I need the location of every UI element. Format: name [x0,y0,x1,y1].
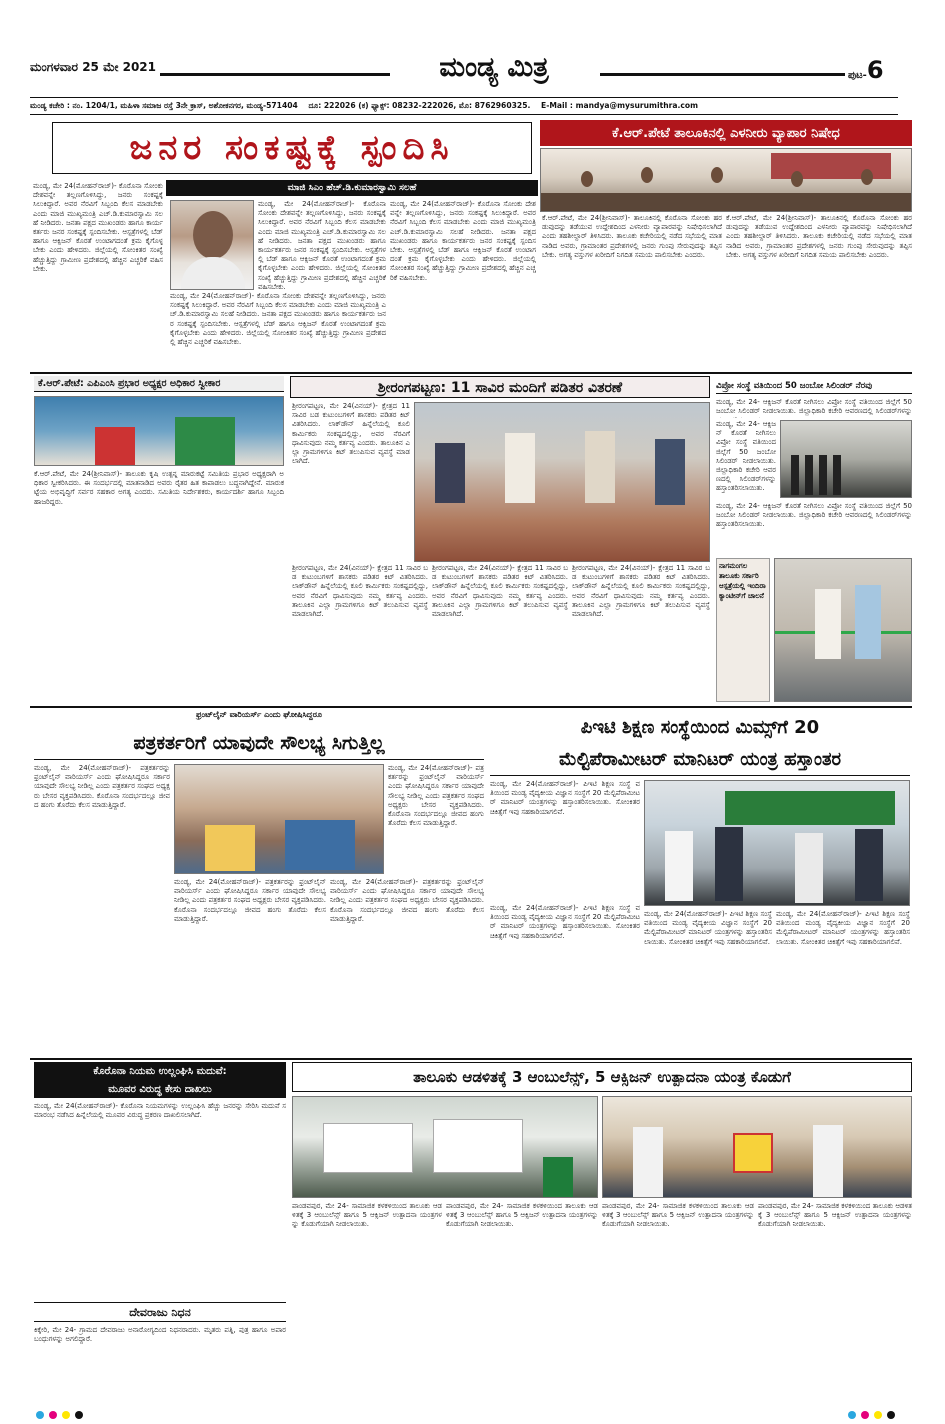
s9-body-col3: ಪಾಂಡವಪುರ, ಮೇ 24- ಸಾಮಾಜಿಕ ಕಳಕಳಿಯಿಂದ ತಾಲೂಕು ಆಡಳಿತಕ್ಕೆ 3 ಆಂಬುಲೆನ್ಸ್ ಹಾಗೂ 5 ಆಕ್ಸಿಜನ್ ಉತ್ಪಾದನಾ ಯಂತ್ರಗಳನ್ನು ಕೊಡುಗೆಯಾಗಿ ನೀಡಲಾಯಿತು. [602,1202,754,1229]
s9-body-col2: ಪಾಂಡವಪುರ, ಮೇ 24- ಸಾಮಾಜಿಕ ಕಳಕಳಿಯಿಂದ ತಾಲೂಕು ಆಡಳಿತಕ್ಕೆ 3 ಆಂಬುಲೆನ್ಸ್ ಹಾಗೂ 5 ಆಕ್ಸಿಜನ್ ಉತ್ಪಾದನಾ ಯಂತ್ರಗಳನ್ನು ಕೊಡುಗೆಯಾಗಿ ನೀಡಲಾಯಿತು. [446,1202,598,1229]
s7-handover-photo [644,780,910,906]
page-number: 6 [866,56,884,84]
s7-body-col1: ಮಂಡ್ಯ, ಮೇ 24(ಮೋಹನ್‌ರಾಜ್)- ಪಿಇಟಿ ಶಿಕ್ಷಣ ಸಂಸ್ಥೆ ವತಿಯಿಂದ ಮಂಡ್ಯ ವೈದ್ಯಕೀಯ ವಿಜ್ಞಾನ ಸಂಸ್ಥೆಗೆ 20 ಮೆಲ್ಟಿಪೆರಾಮೀಟರ್ ಮಾನಿಟರ್ ಯಂತ್ರಗಳನ್ನು ಹಸ್ತಾಂತರಿಸಲಾಯಿತು. ಸೋಂಕಿತರ ಚಿಕಿತ್ಸೆಗೆ ಇವು ಸಹಕಾರಿಯಾಗಲಿವೆ. [490,780,640,816]
s4-body-col4: ಶ್ರೀರಂಗಪಟ್ಟಣ, ಮೇ 24(ವಿನಯ್)- ಕ್ಷೇತ್ರದ 11 ಸಾವಿರ ಬಡ ಕುಟುಂಬಗಳಿಗೆ ಶಾಸಕರು ಪಡಿತರ ಕಿಟ್ ವಿತರಿಸಿದರು. ಲಾಕ್‌ಡೌನ್ ಹಿನ್ನೆಲೆಯಲ್ಲಿ ಕೂಲಿ ಕಾರ್ಮಿಕರು ಸಂಕಷ್ಟದಲ್ಲಿದ್ದು, ಅವರ ನೆರವಿಗೆ ಧಾವಿಸುವುದು ನಮ್ಮ ಕರ್ತವ್ಯ ಎಂದರು. ತಾಲೂಕಿನ ಎಲ್ಲಾ ಗ್ರಾಮಗಳಿಗೂ ಕಿಟ್ ತಲುಪಿಸುವ ವ್ಯವಸ್ಥೆ ಮಾಡಲಾಗಿದೆ. [572,564,710,619]
s9-headline: ತಾಲೂಕು ಆಡಳಿತಕ್ಕೆ 3 ಆಂಬುಲೆನ್ಸ್, 5 ಆಕ್ಸಿಜನ್ ಉತ್ಪಾದನಾ ಯಂತ್ರ ಕೊಡುಗೆ [292,1062,912,1092]
registration-marks-right [848,1404,900,1423]
s2-body-col1: ಕೆ.ಆರ್.ಪೇಟೆ, ಮೇ 24(ಶ್ರೀನಿವಾಸ್)- ತಾಲೂಕಿನಲ್ಲಿ ಕೊರೊನಾ ಸೋಂಕು ಹರಡುವುದನ್ನು ತಡೆಯುವ ಉದ್ದೇಶದಿಂದ ಎಳನೀರು ವ್ಯಾಪಾರವನ್ನು ನಿಷೇಧಿಸಲಾಗಿದೆ ಎಂದು ತಹಶೀಲ್ದಾರ್ ತಿಳಿಸಿದರು. ತಾಲೂಕು ಕಚೇರಿಯಲ್ಲಿ ನಡೆದ ಸಭೆಯಲ್ಲಿ ಮಾತನಾಡಿದ ಅವರು, ಗ್ರಾಮಾಂತರ ಪ್ರದೇಶಗಳಲ್ಲಿ ಜನರು ಗುಂಪು ಸೇರುವುದನ್ನು ತಪ್ಪಿಸಬೇಕು. ಅಗತ್ಯ ವಸ್ತುಗಳ ಖರೀದಿಗೆ ನಿಗದಿತ ಸಮಯ ಪಾಲಿಸಬೇಕು ಎಂದರು. [542,214,722,259]
s1-body-col3: ಮಂಡ್ಯ, ಮೇ 24(ಮೋಹನ್‌ರಾಜ್)- ಕೊರೊನಾ ಸೋಂಕು ದೇಶವನ್ನೇ ತಲ್ಲಣಗೊಳಿಸಿದ್ದು, ಜನರು ಸಂಕಷ್ಟಕ್ಕೆ ಸಿಲುಕಿದ್ದಾರೆ. ಅವರ ನೆರವಿಗೆ ಸಿಬ್ಬಂದಿ ಕೆಲಸ ಮಾಡಬೇಕು ಎಂದು ಮಾಜಿ ಮುಖ್ಯಮಂತ್ರಿ ಎಚ್.ಡಿ.ಕುಮಾರಸ್ವಾಮಿ ಸಲಹೆ ನೀಡಿದರು. ಜನತಾ ಪಕ್ಷದ ಮುಖಂಡರು ಹಾಗೂ ಕಾರ್ಯಕರ್ತರು ಜನರ ಸಂಕಷ್ಟಕ್ಕೆ ಸ್ಪಂದಿಸಬೇಕು. ಆಸ್ಪತ್ರೆಗಳಲ್ಲಿ ಬೆಡ್ ಹಾಗೂ ಆಕ್ಸಿಜನ್ ಕೊರತೆ ಉಂಟಾಗದಂತೆ ಕ್ರಮ ಕೈಗೊಳ್ಳಬೇಕು ಎಂದು ಹೇಳಿದರು. ಜಿಲ್ಲೆಯಲ್ಲಿ ಸೋಂಕಿತರ ಸಂಖ್ಯೆ ಹೆಚ್ಚುತ್ತಿದ್ದು ಗ್ರಾಮೀಣ ಪ್ರದೇಶದಲ್ಲಿ ಹೆಚ್ಚಿನ ಎಚ್ಚರಿಕೆ ವಹಿಸಬೇಕು. [170,292,386,347]
s1-body-col2: ಮಂಡ್ಯ, ಮೇ 24(ಮೋಹನ್‌ರಾಜ್)- ಕೊರೊನಾ ಸೋಂಕು ದೇಶವನ್ನೇ ತಲ್ಲಣಗೊಳಿಸಿದ್ದು, ಜನರು ಸಂಕಷ್ಟಕ್ಕೆ ಸಿಲುಕಿದ್ದಾರೆ. ಅವರ ನೆರವಿಗೆ ಸಿಬ್ಬಂದಿ ಕೆಲಸ ಮಾಡಬೇಕು ಎಂದು ಮಾಜಿ ಮುಖ್ಯಮಂತ್ರಿ ಎಚ್.ಡಿ.ಕುಮಾರಸ್ವಾಮಿ ಸಲಹೆ ನೀಡಿದರು. ಜನತಾ ಪಕ್ಷದ ಮುಖಂಡರು ಹಾಗೂ ಕಾರ್ಯಕರ್ತರು ಜನರ ಸಂಕಷ್ಟಕ್ಕೆ ಸ್ಪಂದಿಸಬೇಕು. ಆಸ್ಪತ್ರೆಗಳಲ್ಲಿ ಬೆಡ್ ಹಾಗೂ ಆಕ್ಸಿಜನ್ ಕೊರತೆ ಉಂಟಾಗದಂತೆ ಕ್ರಮ ಕೈಗೊಳ್ಳಬೇಕು ಎಂದು ಹೇಳಿದರು. ಜಿಲ್ಲೆಯಲ್ಲಿ ಸೋಂಕಿತರ ಸಂಖ್ಯೆ ಹೆಚ್ಚುತ್ತಿದ್ದು ಗ್ರಾಮೀಣ ಪ್ರದೇಶದಲ್ಲಿ ಹೆಚ್ಚಿನ ಎಚ್ಚರಿಕೆ ವಹಿಸಬೇಕು. [258,200,386,290]
masthead [30,52,898,98]
row-divider-1 [30,372,912,374]
s5-headline: ವಿಪ್ರೋ ಸಂಸ್ಥೆ ವತಿಯಿಂದ 50 ಜಂಬೋ ಸಿಲಿಂಡರ್ ನೆರವು [716,378,912,394]
s4-headline: ಶ್ರೀರಂಗಪಟ್ಟಣ: 11 ಸಾವಿರ ಮಂದಿಗೆ ಪಡಿತರ ವಿತರಣೆ [290,376,710,398]
s10-headline: ದೇವರಾಜು ನಿಧನ [34,1302,286,1322]
s7-body-col2: ಮಂಡ್ಯ, ಮೇ 24(ಮೋಹನ್‌ರಾಜ್)- ಪಿಇಟಿ ಶಿಕ್ಷಣ ಸಂಸ್ಥೆ ವತಿಯಿಂದ ಮಂಡ್ಯ ವೈದ್ಯಕೀಯ ವಿಜ್ಞಾನ ಸಂಸ್ಥೆಗೆ 20 ಮೆಲ್ಟಿಪೆರಾಮೀಟರ್ ಮಾನಿಟರ್ ಯಂತ್ರಗಳನ್ನು ಹಸ್ತಾಂತರಿಸಲಾಯಿತು. ಸೋಂಕಿತರ ಚಿಕಿತ್ಸೆಗೆ ಇವು ಸಹಕಾರಿಯಾಗಲಿವೆ. [490,904,640,940]
masthead-rule-right [600,73,845,76]
s4-body-col1: ಶ್ರೀರಂಗಪಟ್ಟಣ, ಮೇ 24(ವಿನಯ್)- ಕ್ಷೇತ್ರದ 11 ಸಾವಿರ ಬಡ ಕುಟುಂಬಗಳಿಗೆ ಶಾಸಕರು ಪಡಿತರ ಕಿಟ್ ವಿತರಿಸಿದರು. ಲಾಕ್‌ಡೌನ್ ಹಿನ್ನೆಲೆಯಲ್ಲಿ ಕೂಲಿ ಕಾರ್ಮಿಕರು ಸಂಕಷ್ಟದಲ್ಲಿದ್ದು, ಅವರ ನೆರವಿಗೆ ಧಾವಿಸುವುದು ನಮ್ಮ ಕರ್ತವ್ಯ ಎಂದರು. ತಾಲೂಕಿನ ಎಲ್ಲಾ ಗ್ರಾಮಗಳಿಗೂ ಕಿಟ್ ತಲುಪಿಸುವ ವ್ಯವಸ್ಥೆ ಮಾಡಲಾಗಿದೆ. [292,402,410,466]
s9-body-col1: ಪಾಂಡವಪುರ, ಮೇ 24- ಸಾಮಾಜಿಕ ಕಳಕಳಿಯಿಂದ ತಾಲೂಕು ಆಡಳಿತಕ್ಕೆ 3 ಆಂಬುಲೆನ್ಸ್ ಹಾಗೂ 5 ಆಕ್ಸಿಜನ್ ಉತ್ಪಾದನಾ ಯಂತ್ರಗಳನ್ನು ಕೊಡುಗೆಯಾಗಿ ನೀಡಲಾಯಿತು. [292,1202,442,1229]
s6-headline: ಪತ್ರಕರ್ತರಿಗೆ ಯಾವುದೇ ಸೌಲಭ್ಯ ಸಿಗುತ್ತಿಲ್ಲ [34,726,484,760]
s2-meeting-photo [540,148,912,212]
s7-headline-1: ಪಿಇಟಿ ಶಿಕ್ಷಣ ಸಂಸ್ಥೆಯಿಂದ ಮಿಮ್ಸ್‌ಗೆ 20 [580,717,820,738]
s5-body-col2: ಮಂಡ್ಯ, ಮೇ 24- ಆಕ್ಸಿಜನ್ ಕೊರತೆ ನೀಗಿಸಲು ವಿಪ್ರೋ ಸಂಸ್ಥೆ ವತಿಯಿಂದ ಜಿಲ್ಲೆಗೆ 50 ಜಂಬೋ ಸಿಲಿಂಡರ್ ನೀಡಲಾಯಿತು. ಜಿಲ್ಲಾಧಿಕಾರಿ ಕಚೇರಿ ಆವರಣದಲ್ಲಿ ಸಿಲಿಂಡರ್‌ಗಳನ್ನು ಹಸ್ತಾಂತರಿಸಲಾಯಿತು. [716,420,776,493]
s2-body-col2: ಕೆ.ಆರ್.ಪೇಟೆ, ಮೇ 24(ಶ್ರೀನಿವಾಸ್)- ತಾಲೂಕಿನಲ್ಲಿ ಕೊರೊನಾ ಸೋಂಕು ಹರಡುವುದನ್ನು ತಡೆಯುವ ಉದ್ದೇಶದಿಂದ ಎಳನೀರು ವ್ಯಾಪಾರವನ್ನು ನಿಷೇಧಿಸಲಾಗಿದೆ ಎಂದು ತಹಶೀಲ್ದಾರ್ ತಿಳಿಸಿದರು. ತಾಲೂಕು ಕಚೇರಿಯಲ್ಲಿ ನಡೆದ ಸಭೆಯಲ್ಲಿ ಮಾತನಾಡಿದ ಅವರು, ಗ್ರಾಮಾಂತರ ಪ್ರದೇಶಗಳಲ್ಲಿ ಜನರು ಗುಂಪು ಸೇರುವುದನ್ನು ತಪ್ಪಿಸಬೇಕು. ಅಗತ್ಯ ವಸ್ತುಗಳ ಖರೀದಿಗೆ ನಿಗದಿತ ಸಮಯ ಪಾಲಿಸಬೇಕು ಎಂದರು. [726,214,912,259]
s2-headline: ಕೆ.ಆರ್.ಪೇಟೆ ತಾಲೂಕಿನಲ್ಲಿ ಎಳನೀರು ವ್ಯಾಪಾರ ನಿಷೇಧ [540,120,912,146]
s3-body: ಕೆ.ಆರ್.ಪೇಟೆ, ಮೇ 24(ಶ್ರೀನಿವಾಸ್)- ತಾಲೂಕು ಕೃಷಿ ಉತ್ಪನ್ನ ಮಾರುಕಟ್ಟೆ ಸಮಿತಿಯ ಪ್ರಭಾರ ಅಧ್ಯಕ್ಷರಾಗಿ ಅಧಿಕಾರ ಸ್ವೀಕರಿಸಿದರು. ಈ ಸಂದರ್ಭದಲ್ಲಿ ಮಾತನಾಡಿದ ಅವರು ರೈತರ ಹಿತ ಕಾಪಾಡಲು ಬದ್ಧನಾಗಿದ್ದೇನೆ. ಮಾರುಕಟ್ಟೆಯ ಅಭಿವೃದ್ಧಿಗೆ ಸರ್ವರ ಸಹಕಾರ ಅಗತ್ಯ ಎಂದರು. ಸಮಿತಿಯ ನಿರ್ದೇಶಕರು, ಕಾರ್ಯದರ್ಶಿ ಹಾಗೂ ಸಿಬ್ಬಂದಿ ಹಾಜರಿದ್ದರು. [34,470,284,506]
s1-headline: ಜನರ ಸಂಕಷ್ಟಕ್ಕೆ ಸ್ಪಂದಿಸಿ [52,122,532,174]
s5-body-col3: ಮಂಡ್ಯ, ಮೇ 24- ಆಕ್ಸಿಜನ್ ಕೊರತೆ ನೀಗಿಸಲು ವಿಪ್ರೋ ಸಂಸ್ಥೆ ವತಿಯಿಂದ ಜಿಲ್ಲೆಗೆ 50 ಜಂಬೋ ಸಿಲಿಂಡರ್ ನೀಡಲಾಯಿತು. ಜಿಲ್ಲಾಧಿಕಾರಿ ಕಚೇರಿ ಆವರಣದಲ್ಲಿ ಸಿಲಿಂಡರ್‌ಗಳನ್ನು ಹಸ್ತಾಂತರಿಸಲಾಯಿತು. [716,502,912,529]
s1-body-col4: ಮಂಡ್ಯ, ಮೇ 24(ಮೋಹನ್‌ರಾಜ್)- ಕೊರೊನಾ ಸೋಂಕು ದೇಶವನ್ನೇ ತಲ್ಲಣಗೊಳಿಸಿದ್ದು, ಜನರು ಸಂಕಷ್ಟಕ್ಕೆ ಸಿಲುಕಿದ್ದಾರೆ. ಅವರ ನೆರವಿಗೆ ಸಿಬ್ಬಂದಿ ಕೆಲಸ ಮಾಡಬೇಕು ಎಂದು ಮಾಜಿ ಮುಖ್ಯಮಂತ್ರಿ ಎಚ್.ಡಿ.ಕುಮಾರಸ್ವಾಮಿ ಸಲಹೆ ನೀಡಿದರು. ಜನತಾ ಪಕ್ಷದ ಮುಖಂಡರು ಹಾಗೂ ಕಾರ್ಯಕರ್ತರು ಜನರ ಸಂಕಷ್ಟಕ್ಕೆ ಸ್ಪಂದಿಸಬೇಕು. ಆಸ್ಪತ್ರೆಗಳಲ್ಲಿ ಬೆಡ್ ಹಾಗೂ ಆಕ್ಸಿಜನ್ ಕೊರತೆ ಉಂಟಾಗದಂತೆ ಕ್ರಮ ಕೈಗೊಳ್ಳಬೇಕು ಎಂದು ಹೇಳಿದರು. ಜಿಲ್ಲೆಯಲ್ಲಿ ಸೋಂಕಿತರ ಸಂಖ್ಯೆ ಹೆಚ್ಚುತ್ತಿದ್ದು ಗ್ರಾಮೀಣ ಪ್ರದೇಶದಲ್ಲಿ ಹೆಚ್ಚಿನ ಎಚ್ಚರಿಕೆ ವಹಿಸಬೇಕು. [390,200,536,282]
address-bar [30,97,898,115]
s6-body-col2: ಮಂಡ್ಯ, ಮೇ 24(ಮೋಹನ್‌ರಾಜ್)- ಪತ್ರಕರ್ತರನ್ನು ಫ್ರಂಟ್‌ಲೈನ್ ವಾರಿಯರ್ಸ್ ಎಂದು ಘೋಷಿಸಿದ್ದರೂ ಸರ್ಕಾರ ಯಾವುದೇ ಸೌಲಭ್ಯ ನೀಡಿಲ್ಲ ಎಂದು ಪತ್ರಕರ್ತರ ಸಂಘದ ಅಧ್ಯಕ್ಷರು ಬೇಸರ ವ್ಯಕ್ತಪಡಿಸಿದರು. ಕೊರೊನಾ ಸಂದರ್ಭದಲ್ಲೂ ಜೀವದ ಹಂಗು ತೊರೆದು ಕೆಲಸ ಮಾಡುತ್ತಿದ್ದಾರೆ. [388,764,484,828]
s10-body: ಕಿಕ್ಕೇರಿ, ಮೇ 24- ಗ್ರಾಮದ ದೇವರಾಜು ಅನಾರೋಗ್ಯದಿಂದ ನಿಧನರಾದರು. ಮೃತರು ಪತ್ನಿ, ಪುತ್ರ ಹಾಗೂ ಅಪಾರ ಬಂಧುಗಳನ್ನು ಅಗಲಿದ್ದಾರೆ. [34,1326,286,1344]
s4-body-col2: ಶ್ರೀರಂಗಪಟ್ಟಣ, ಮೇ 24(ವಿನಯ್)- ಕ್ಷೇತ್ರದ 11 ಸಾವಿರ ಬಡ ಕುಟುಂಬಗಳಿಗೆ ಶಾಸಕರು ಪಡಿತರ ಕಿಟ್ ವಿತರಿಸಿದರು. ಲಾಕ್‌ಡೌನ್ ಹಿನ್ನೆಲೆಯಲ್ಲಿ ಕೂಲಿ ಕಾರ್ಮಿಕರು ಸಂಕಷ್ಟದಲ್ಲಿದ್ದು, ಅವರ ನೆರವಿಗೆ ಧಾವಿಸುವುದು ನಮ್ಮ ಕರ್ತವ್ಯ ಎಂದರು. ತಾಲೂಕಿನ ಎಲ್ಲಾ ಗ್ರಾಮಗಳಿಗೂ ಕಿಟ್ ತಲುಪಿಸುವ ವ್ಯವಸ್ಥೆ ಮಾಡಲಾಗಿದೆ. [292,564,428,619]
s6-body-col3: ಮಂಡ್ಯ, ಮೇ 24(ಮೋಹನ್‌ರಾಜ್)- ಪತ್ರಕರ್ತರನ್ನು ಫ್ರಂಟ್‌ಲೈನ್ ವಾರಿಯರ್ಸ್ ಎಂದು ಘೋಷಿಸಿದ್ದರೂ ಸರ್ಕಾರ ಯಾವುದೇ ಸೌಲಭ್ಯ ನೀಡಿಲ್ಲ ಎಂದು ಪತ್ರಕರ್ತರ ಸಂಘದ ಅಧ್ಯಕ್ಷರು ಬೇಸರ ವ್ಯಕ್ತಪಡಿಸಿದರು. ಕೊರೊನಾ ಸಂದರ್ಭದಲ್ಲೂ ಜೀವದ ಹಂಗು ತೊರೆದು ಕೆಲಸ ಮಾಡುತ್ತಿದ್ದಾರೆ. [174,878,326,923]
s7-headline-2: ಮೆಲ್ಟಿಪೆರಾಮೀಟರ್ ಮಾನಿಟರ್ ಯಂತ್ರ ಹಸ್ತಾಂತರ [490,744,910,776]
s1-body-col1: ಮಂಡ್ಯ, ಮೇ 24(ಮೋಹನ್‌ರಾಜ್)- ಕೊರೊನಾ ಸೋಂಕು ದೇಶವನ್ನೇ ತಲ್ಲಣಗೊಳಿಸಿದ್ದು, ಜನರು ಸಂಕಷ್ಟಕ್ಕೆ ಸಿಲುಕಿದ್ದಾರೆ. ಅವರ ನೆರವಿಗೆ ಸಿಬ್ಬಂದಿ ಕೆಲಸ ಮಾಡಬೇಕು ಎಂದು ಮಾಜಿ ಮುಖ್ಯಮಂತ್ರಿ ಎಚ್.ಡಿ.ಕುಮಾರಸ್ವಾಮಿ ಸಲಹೆ ನೀಡಿದರು. ಜನತಾ ಪಕ್ಷದ ಮುಖಂಡರು ಹಾಗೂ ಕಾರ್ಯಕರ್ತರು ಜನರ ಸಂಕಷ್ಟಕ್ಕೆ ಸ್ಪಂದಿಸಬೇಕು. ಆಸ್ಪತ್ರೆಗಳಲ್ಲಿ ಬೆಡ್ ಹಾಗೂ ಆಕ್ಸಿಜನ್ ಕೊರತೆ ಉಂಟಾಗದಂತೆ ಕ್ರಮ ಕೈಗೊಳ್ಳಬೇಕು ಎಂದು ಹೇಳಿದರು. ಜಿಲ್ಲೆಯಲ್ಲಿ ಸೋಂಕಿತರ ಸಂಖ್ಯೆ ಹೆಚ್ಚುತ್ತಿದ್ದು ಗ್ರಾಮೀಣ ಪ್ರದೇಶದಲ್ಲಿ ಹೆಚ್ಚಿನ ಎಚ್ಚರಿಕೆ ವಹಿಸಬೇಕು. [33,182,163,273]
s6-kicker: ಫ್ರಂಟ್‌ಲೈನ್ ವಾರಿಯರ್ಸ್ ಎಂದು ಘೋಷಿಸಿದ್ದರೂ [196,710,322,719]
page-label: ಪುಟ-6 [848,56,884,84]
s4-body-col3: ಶ್ರೀರಂಗಪಟ್ಟಣ, ಮೇ 24(ವಿನಯ್)- ಕ್ಷೇತ್ರದ 11 ಸಾವಿರ ಬಡ ಕುಟುಂಬಗಳಿಗೆ ಶಾಸಕರು ಪಡಿತರ ಕಿಟ್ ವಿತರಿಸಿದರು. ಲಾಕ್‌ಡೌನ್ ಹಿನ್ನೆಲೆಯಲ್ಲಿ ಕೂಲಿ ಕಾರ್ಮಿಕರು ಸಂಕಷ್ಟದಲ್ಲಿದ್ದು, ಅವರ ನೆರವಿಗೆ ಧಾವಿಸುವುದು ನಮ್ಮ ಕರ್ತವ್ಯ ಎಂದರು. ತಾಲೂಕಿನ ಎಲ್ಲಾ ಗ್ರಾಮಗಳಿಗೂ ಕಿಟ್ ತಲುಪಿಸುವ ವ್ಯವಸ್ಥೆ ಮಾಡಲಾಗಿದೆ. [432,564,568,619]
newspaper-title: ಮಂಡ್ಯ ಮಿತ್ರ [439,52,549,83]
s5-inauguration-photo [774,558,912,702]
s8-headline-1: ಕೊರೊನಾ ನಿಯಮ ಉಲ್ಲಂಘಿಸಿ ಮದುವೆ: [34,1062,286,1080]
s9-ambulance-photo [292,1096,598,1198]
row-divider-3 [30,1058,912,1060]
row-divider-2 [30,706,912,708]
s5-body-col1: ಮಂಡ್ಯ, ಮೇ 24- ಆಕ್ಸಿಜನ್ ಕೊರತೆ ನೀಗಿಸಲು ವಿಪ್ರೋ ಸಂಸ್ಥೆ ವತಿಯಿಂದ ಜಿಲ್ಲೆಗೆ 50 ಜಂಬೋ ಸಿಲಿಂಡರ್ ನೀಡಲಾಯಿತು. ಜಿಲ್ಲಾಧಿಕಾರಿ ಕಚೇರಿ ಆವರಣದಲ್ಲಿ ಸಿಲಿಂಡರ್‌ಗಳನ್ನು [716,398,912,416]
phone-info: ದೂ: 222026 (ಕ) ಫ್ಯಾಕ್ಸ್: 08232-222026, ಮೊ: 8762960325. [308,101,531,110]
s8-headline-2: ಮೂವರ ವಿರುದ್ಧ ಕೇಸು ದಾಖಲು [34,1080,286,1098]
s6-body-col4: ಮಂಡ್ಯ, ಮೇ 24(ಮೋಹನ್‌ರಾಜ್)- ಪತ್ರಕರ್ತರನ್ನು ಫ್ರಂಟ್‌ಲೈನ್ ವಾರಿಯರ್ಸ್ ಎಂದು ಘೋಷಿಸಿದ್ದರೂ ಸರ್ಕಾರ ಯಾವುದೇ ಸೌಲಭ್ಯ ನೀಡಿಲ್ಲ ಎಂದು ಪತ್ರಕರ್ತರ ಸಂಘದ ಅಧ್ಯಕ್ಷರು ಬೇಸರ ವ್ಯಕ್ತಪಡಿಸಿದರು. ಕೊರೊನಾ ಸಂದರ್ಭದಲ್ಲೂ ಜೀವದ ಹಂಗು ತೊರೆದು ಕೆಲಸ ಮಾಡುತ್ತಿದ್ದಾರೆ. [330,878,484,923]
office-address: ಮಂಡ್ಯ ಕಚೇರಿ : ನಂ. 1204/1, ಮಹಿಳಾ ಸಮಾಜ ರಸ್ತೆ 3ನೇ ಕ್ರಾಸ್, ಅಶೋಕನಗರ, ಮಂಡ್ಯ-571404 [30,101,298,110]
s7-body-col4: ಮಂಡ್ಯ, ಮೇ 24(ಮೋಹನ್‌ರಾಜ್)- ಪಿಇಟಿ ಶಿಕ್ಷಣ ಸಂಸ್ಥೆ ವತಿಯಿಂದ ಮಂಡ್ಯ ವೈದ್ಯಕೀಯ ವಿಜ್ಞಾನ ಸಂಸ್ಥೆಗೆ 20 ಮೆಲ್ಟಿಪೆರಾಮೀಟರ್ ಮಾನಿಟರ್ ಯಂತ್ರಗಳನ್ನು ಹಸ್ತಾಂತರಿಸಲಾಯಿತು. ಸೋಂಕಿತರ ಚಿಕಿತ್ಸೆಗೆ ಇವು ಸಹಕಾರಿಯಾಗಲಿವೆ. [776,910,910,946]
s3-headline: ಕೆ.ಆರ್.ಪೇಟೆ: ಎಪಿಎಂಸಿ ಪ್ರಭಾರ ಅಧ್ಯಕ್ಷರ ಅಧಿಕಾರ ಸ್ವೀಕಾರ [34,376,284,392]
s1-portrait-photo [170,200,254,290]
s4-distribution-photo [414,402,710,562]
s5-caption: ನಾಗಮಂಗಲ ತಾಲೂಕು ಸರ್ಕಾರಿ ಆಸ್ಪತ್ರೆಯಲ್ಲಿ ಇಂದಿರಾ ಕ್ಯಾಂಟೀನ್‌ಗೆ ಚಾಲನೆ [716,558,770,702]
s9-body-col4: ಪಾಂಡವಪುರ, ಮೇ 24- ಸಾಮಾಜಿಕ ಕಳಕಳಿಯಿಂದ ತಾಲೂಕು ಆಡಳಿತಕ್ಕೆ 3 ಆಂಬುಲೆನ್ಸ್ ಹಾಗೂ 5 ಆಕ್ಸಿಜನ್ ಉತ್ಪಾದನಾ ಯಂತ್ರಗಳನ್ನು ಕೊಡುಗೆಯಾಗಿ ನೀಡಲಾಯಿತು. [758,1202,912,1229]
s6-body-col1: ಮಂಡ್ಯ, ಮೇ 24(ಮೋಹನ್‌ರಾಜ್)- ಪತ್ರಕರ್ತರನ್ನು ಫ್ರಂಟ್‌ಲೈನ್ ವಾರಿಯರ್ಸ್ ಎಂದು ಘೋಷಿಸಿದ್ದರೂ ಸರ್ಕಾರ ಯಾವುದೇ ಸೌಲಭ್ಯ ನೀಡಿಲ್ಲ ಎಂದು ಪತ್ರಕರ್ತರ ಸಂಘದ ಅಧ್ಯಕ್ಷರು ಬೇಸರ ವ್ಯಕ್ತಪಡಿಸಿದರು. ಕೊರೊನಾ ಸಂದರ್ಭದಲ್ಲೂ ಜೀವದ ಹಂಗು ತೊರೆದು ಕೆಲಸ ಮಾಡುತ್ತಿದ್ದಾರೆ. [34,764,170,809]
s5-cylinder-photo [780,420,912,498]
s3-group-photo [34,396,284,466]
date-line: ಮಂಗಳವಾರ 25 ಮೇ 2021 [30,60,157,74]
s7-body-col3: ಮಂಡ್ಯ, ಮೇ 24(ಮೋಹನ್‌ರಾಜ್)- ಪಿಇಟಿ ಶಿಕ್ಷಣ ಸಂಸ್ಥೆ ವತಿಯಿಂದ ಮಂಡ್ಯ ವೈದ್ಯಕೀಯ ವಿಜ್ಞಾನ ಸಂಸ್ಥೆಗೆ 20 ಮೆಲ್ಟಿಪೆರಾಮೀಟರ್ ಮಾನಿಟರ್ ಯಂತ್ರಗಳನ್ನು ಹಸ್ತಾಂತರಿಸಲಾಯಿತು. ಸೋಂಕಿತರ ಚಿಕಿತ್ಸೆಗೆ ಇವು ಸಹಕಾರಿಯಾಗಲಿವೆ. [644,910,772,946]
email-info: E-Mail : mandya@mysurumithra.com [541,101,698,110]
registration-marks-left [36,1404,88,1423]
s9-oxygen-photo [602,1096,912,1198]
s8-body: ಮಂಡ್ಯ, ಮೇ 24(ಮೋಹನ್‌ರಾಜ್)- ಕೊರೊನಾ ನಿಯಮಗಳನ್ನು ಉಲ್ಲಂಘಿಸಿ ಹೆಚ್ಚು ಜನರನ್ನು ಸೇರಿಸಿ ಮದುವೆ ಸಮಾರಂಭ ನಡೆಸಿದ ಹಿನ್ನೆಲೆಯಲ್ಲಿ ಮೂವರ ವಿರುದ್ಧ ಪ್ರಕರಣ ದಾಖಲಿಸಲಾಗಿದೆ. [34,1102,286,1120]
masthead-rule-left [160,73,390,76]
s6-tribute-photo [174,764,384,874]
s1-subhead: ಮಾಜಿ ಸಿಎಂ ಹೆಚ್.ಡಿ.ಕುಮಾರಸ್ವಾಮಿ ಸಲಹೆ [166,180,538,196]
